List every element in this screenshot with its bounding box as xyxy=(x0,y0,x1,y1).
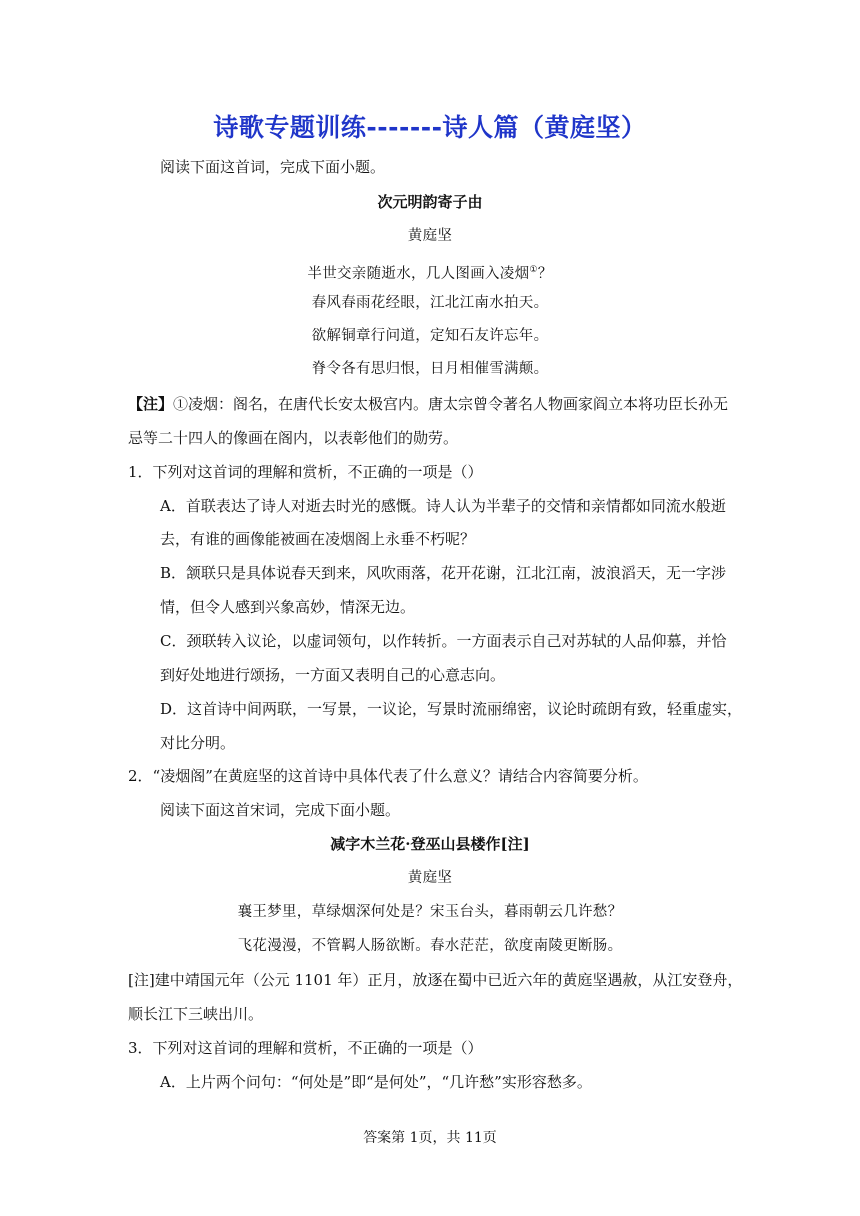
poem-verse: 春风春雨花经眼，江北江南水拍天。 xyxy=(311,295,549,311)
verse-punct: ？ xyxy=(537,265,553,282)
poem-title: 次元明韵寄子由 xyxy=(377,193,483,211)
poem-author: 黄庭坚 xyxy=(407,870,453,886)
option-b: B．颔联只是具体说春天到来，风吹雨落，花开花谢，江北江南，波浪滔天，无一字涉 xyxy=(160,564,727,582)
poem-title: 减字木兰花·登巫山县楼作[注] xyxy=(330,835,530,853)
option-c-cont: 到好处地进行颂扬，一方面又表明自己的心意志向。 xyxy=(160,666,506,684)
question-stem: 3．下列对这首词的理解和赏析，不正确的一项是（） xyxy=(128,1039,483,1057)
reading-instruction: 阅读下面这首宋词，完成下面小题。 xyxy=(160,801,401,819)
question-stem: 2．“凌烟阁”在黄庭坚的这首诗中具体代表了什么意义？请结合内容简要分析。 xyxy=(128,767,648,785)
footnote-mark: 【注】 xyxy=(128,395,174,413)
footnote-text: ①凌烟：阁名，在唐代长安太极宫内。唐太宗曾令著名人物画家阎立本将功臣长孙无 xyxy=(173,395,729,413)
footnote-marker: ① xyxy=(529,265,538,275)
poem-author: 黄庭坚 xyxy=(407,228,453,244)
option-d: D．这首诗中间两联，一写景，一议论，写景时流丽绵密，议论时疏朗有致，轻重虚实， xyxy=(160,700,743,718)
footnote: [注]建中靖国元年（公元 1101 年）正月，放逐在蜀中已近六年的黄庭坚遇赦，从江安登舟， xyxy=(128,971,743,989)
verse-text: 半世交亲随逝水，几人图画入凌烟 xyxy=(307,265,530,282)
question-stem: 1．下列对这首词的理解和赏析，不正确的一项是（） xyxy=(128,463,483,481)
footnote xyxy=(128,393,728,415)
poem-verse xyxy=(0,259,860,285)
option-a: A．首联表达了诗人对逝去时光的感慨。诗人认为半辈子的交情和亲情都如同流水般逝 xyxy=(160,497,726,515)
poem-verse: 欲解铜章行问道，定知石友许忘年。 xyxy=(311,328,549,344)
poem-verse: 飞花漫漫，不管羁人肠欲断。春水茫茫，欲度南陵更断肠。 xyxy=(237,938,623,954)
option-d-cont: 对比分明。 xyxy=(160,734,236,752)
footnote-continuation: 顺长江下三峡出川。 xyxy=(128,1005,264,1023)
page-footer: 答案第 1页，共 11页 xyxy=(363,1130,497,1146)
page-title: 诗歌专题训练-------诗人篇（黄庭坚） xyxy=(213,113,647,142)
poem-verse: 脊令各有思归恨，日月相催雪满颠。 xyxy=(311,361,549,377)
option-c: C．颈联转入议论，以虚词领句，以作转折。一方面表示自己对苏轼的人品仰慕，并恰 xyxy=(160,632,727,650)
footnote-continuation: 忌等二十四人的像画在阁内，以表彰他们的勋劳。 xyxy=(128,429,459,447)
option-a-cont: 去，有谁的画像能被画在凌烟阁上永垂不朽呢？ xyxy=(160,530,476,548)
option-a: A．上片两个问句：“何处是”即“是何处”，“几许愁”实形容愁多。 xyxy=(160,1073,592,1091)
reading-instruction: 阅读下面这首词，完成下面小题。 xyxy=(160,158,386,176)
option-b-cont: 情，但令人感到兴象高妙，情深无边。 xyxy=(160,598,416,616)
poem-verse: 襄王梦里，草绿烟深何处是？宋玉台头，暮雨朝云几许愁？ xyxy=(237,904,623,920)
